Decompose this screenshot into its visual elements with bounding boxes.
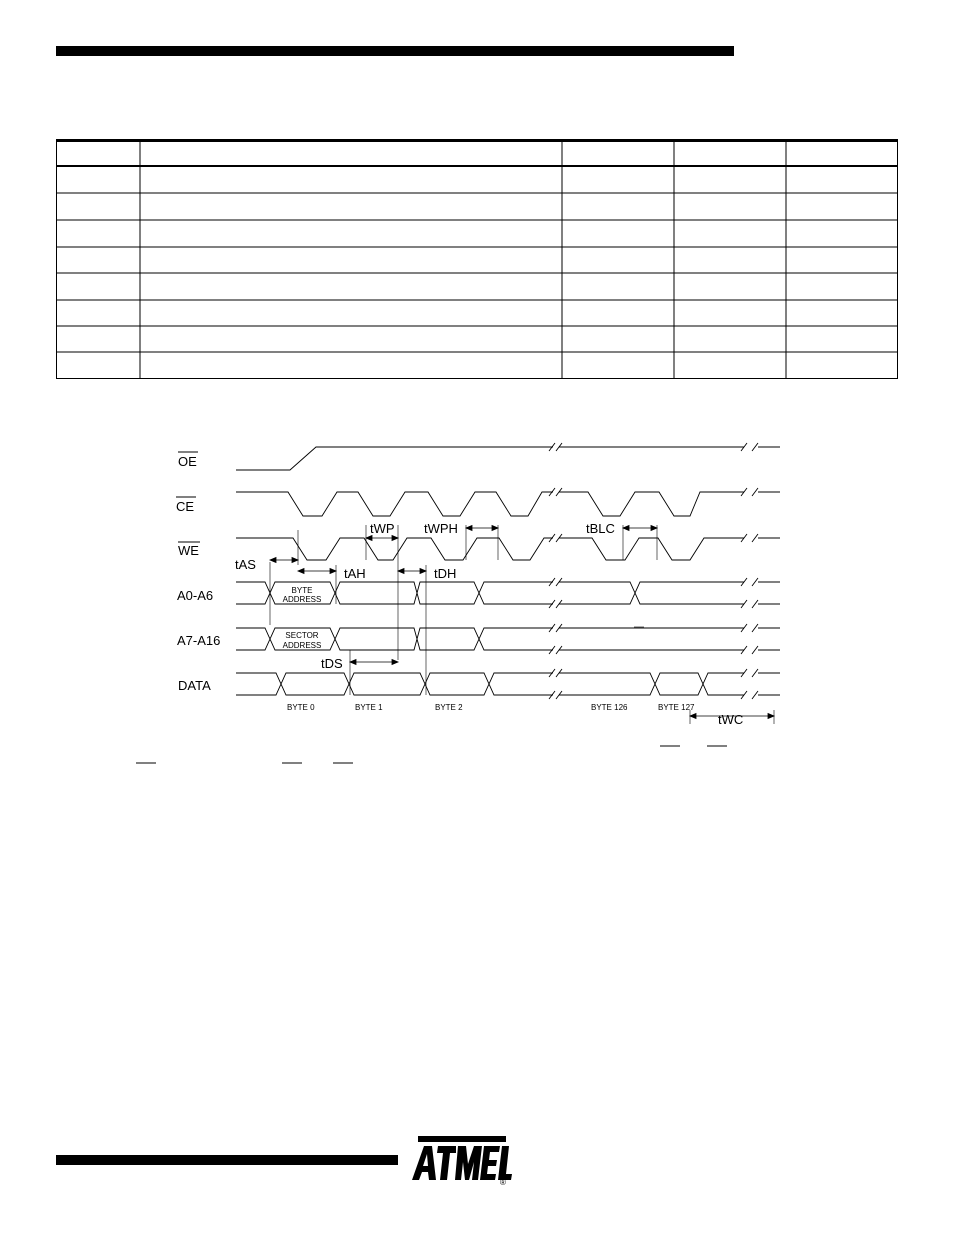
- bus-label-sector-address: ADDRESS: [282, 641, 322, 650]
- bus-label-byte: BYTE: [291, 586, 313, 595]
- timing-label-tas: tAS: [235, 557, 256, 572]
- ac-characteristics-table: [56, 139, 898, 379]
- registered-mark: ®: [500, 1178, 506, 1186]
- byte-label-2: BYTE 2: [435, 703, 463, 712]
- bus-label-byte-address: ADDRESS: [282, 595, 322, 604]
- ce-waveform: [236, 492, 553, 516]
- byte-label-127: BYTE 127: [658, 703, 695, 712]
- oe-waveform: [236, 447, 553, 470]
- byte-label-126: BYTE 126: [591, 703, 628, 712]
- timing-label-tah: tAH: [344, 566, 366, 581]
- signal-label-ce: CE: [176, 499, 195, 514]
- we-waveform: [236, 538, 553, 560]
- bus-label-sector: SECTOR: [285, 631, 319, 640]
- timing-label-twc: tWC: [718, 712, 744, 727]
- break-marks: [549, 443, 758, 699]
- signal-label-a0-a6: A0-A6: [177, 588, 214, 603]
- timing-label-tds: tDS: [321, 656, 343, 671]
- byte-label-0: BYTE 0: [287, 703, 315, 712]
- timing-arrows: [270, 526, 774, 719]
- byte-label-1: BYTE 1: [355, 703, 383, 712]
- atmel-logo: [412, 1136, 512, 1186]
- timing-label-twp: tWP: [370, 521, 395, 536]
- note-overbars: [136, 746, 727, 763]
- header-rule: [56, 46, 734, 56]
- signal-label-oe: OE: [178, 454, 197, 469]
- signal-label-we: WE: [178, 543, 199, 558]
- signal-label-a7-a16: A7-A16: [177, 633, 221, 648]
- data-bus: [236, 673, 553, 695]
- footer-rule: [56, 1155, 398, 1165]
- page-write-timing-diagram: [0, 420, 954, 780]
- timing-label-tblc: tBLC: [586, 521, 615, 536]
- timing-label-tdh: tDH: [434, 566, 457, 581]
- timing-label-twph: tWPH: [424, 521, 458, 536]
- table-column-rules: [57, 139, 898, 379]
- signal-label-data: DATA: [178, 678, 211, 693]
- table-row-rules: [56, 193, 898, 379]
